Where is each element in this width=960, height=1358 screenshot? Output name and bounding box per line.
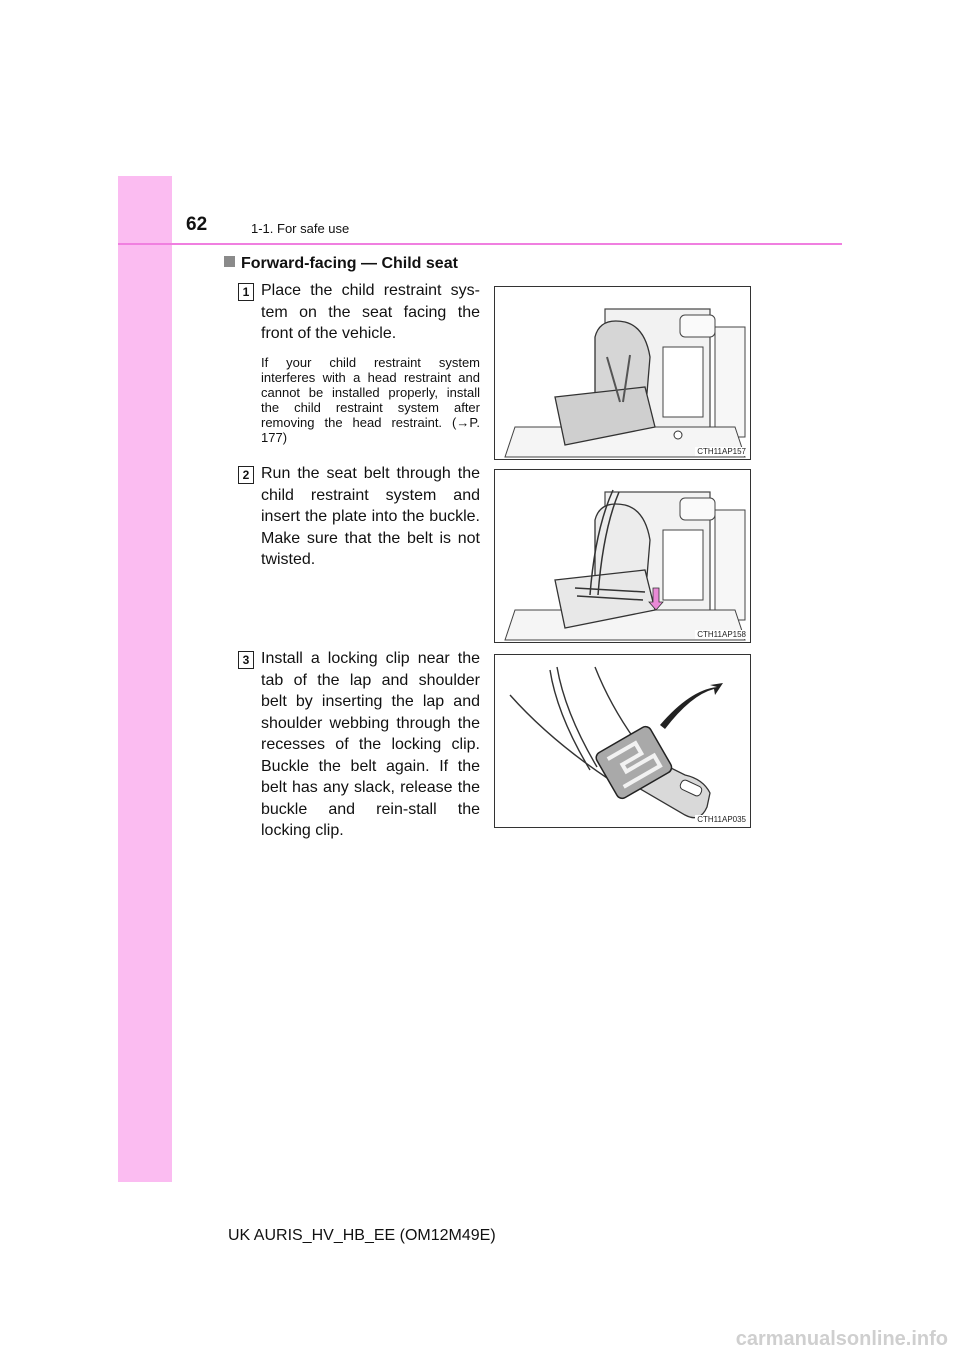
step-1-text <box>261 280 480 445</box>
subsection-heading <box>224 255 458 273</box>
document-footer: UK AURIS_HV_HB_EE (OM12M49E) <box>228 1227 496 1244</box>
figure-code-1: CTH11AP157 <box>697 447 746 456</box>
square-bullet-icon <box>224 256 235 267</box>
chapter-side-tab <box>118 176 172 1182</box>
figure-locking-clip <box>494 654 751 828</box>
subsection-heading-text: Forward-facing — Child seat <box>241 255 458 272</box>
step-number-1: 1 <box>238 283 254 301</box>
figure-seat-belt-routing <box>494 469 751 643</box>
figure-code-3: CTH11AP035 <box>697 815 746 824</box>
figure-code-2: CTH11AP158 <box>697 630 746 639</box>
figure-child-seat-forward <box>494 286 751 460</box>
step-3-text: Install a locking clip near the tab of the lap and shoulder belt by inserting the lap and shoulder webbing through the recesses of the locking clip. Buckle the belt again. If the belt has any slack, release the buckle and rein-stall the locking clip. <box>261 650 480 839</box>
step-1-instruction: Place the child restraint sys-tem on the seat facing the front of the vehicle. <box>261 282 480 342</box>
step-number-2: 2 <box>238 466 254 484</box>
watermark: carmanualsonline.info <box>735 1328 948 1350</box>
section-title: 1-1. For safe use <box>251 221 350 236</box>
step-1-note: If your child restraint system interferes with a head restraint and cannot be installed properly, install the child restraint system after removing the head restraint. (→P. 177) <box>261 354 480 445</box>
step-number-3: 3 <box>238 651 254 669</box>
locking-clip-illustration <box>495 655 750 827</box>
child-seat-illustration <box>495 287 750 459</box>
page-number: 62 <box>186 214 208 235</box>
header-divider <box>118 243 842 245</box>
step-2-text: Run the seat belt through the child restraint system and insert the plate into the buckle. Make sure that the belt is not twisted. <box>261 465 480 568</box>
seat-belt-routing-illustration <box>495 470 750 642</box>
